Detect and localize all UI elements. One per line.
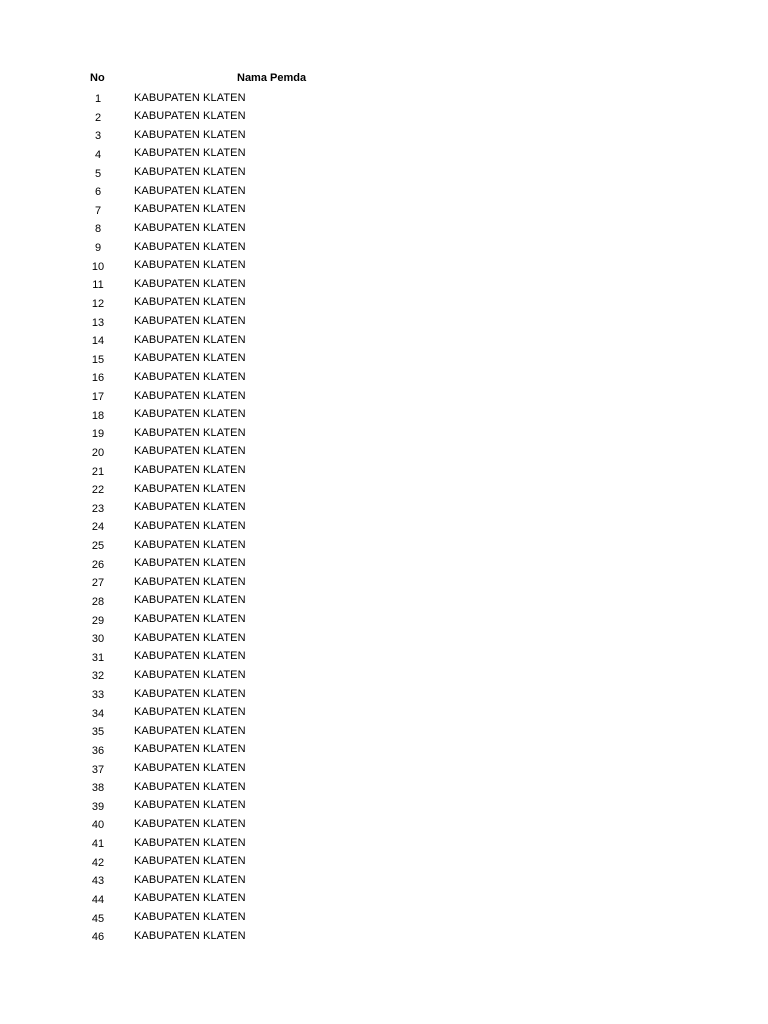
row-number: 34 xyxy=(91,707,105,720)
table-row xyxy=(0,312,768,331)
row-nama-pemda: KABUPATEN KLATEN xyxy=(134,687,246,700)
row-nama-pemda: KABUPATEN KLATEN xyxy=(134,780,246,793)
table-row xyxy=(0,126,768,145)
table-row xyxy=(0,163,768,182)
row-number: 44 xyxy=(91,893,105,906)
table-row xyxy=(0,740,768,759)
row-nama-pemda: KABUPATEN KLATEN xyxy=(134,166,246,178)
row-nama-pemda: KABUPATEN KLATEN xyxy=(134,706,246,719)
row-number: 12 xyxy=(91,297,105,310)
table-row xyxy=(0,722,768,741)
row-nama-pemda: KABUPATEN KLATEN xyxy=(134,836,246,849)
row-nama-pemda: KABUPATEN KLATEN xyxy=(134,482,246,495)
row-nama-pemda: KABUPATEN KLATEN xyxy=(134,873,246,886)
table-row xyxy=(0,144,768,163)
table-row xyxy=(0,349,768,368)
row-number: 30 xyxy=(91,633,105,646)
table-row xyxy=(0,629,768,648)
row-nama-pemda: KABUPATEN KLATEN xyxy=(134,631,246,644)
row-number: 45 xyxy=(91,912,105,925)
row-number: 24 xyxy=(91,521,105,534)
table-row xyxy=(0,293,768,312)
row-nama-pemda: KABUPATEN KLATEN xyxy=(134,333,246,346)
row-nama-pemda: KABUPATEN KLATEN xyxy=(134,389,246,402)
row-number: 20 xyxy=(91,446,105,459)
row-number: 38 xyxy=(91,782,105,795)
table-row xyxy=(0,331,768,350)
table-row xyxy=(0,834,768,853)
row-number: 2 xyxy=(94,111,102,124)
row-nama-pemda: KABUPATEN KLATEN xyxy=(134,557,246,570)
row-nama-pemda: KABUPATEN KLATEN xyxy=(134,277,246,290)
row-number: 39 xyxy=(91,800,105,813)
row-nama-pemda: KABUPATEN KLATEN xyxy=(134,911,246,923)
row-nama-pemda: KABUPATEN KLATEN xyxy=(134,352,246,365)
table-row xyxy=(0,815,768,834)
row-nama-pemda: KABUPATEN KLATEN xyxy=(134,668,246,681)
row-number: 13 xyxy=(91,316,105,329)
row-nama-pemda: KABUPATEN KLATEN xyxy=(134,128,246,141)
row-number: 23 xyxy=(91,502,105,515)
table-row xyxy=(0,256,768,275)
row-nama-pemda: KABUPATEN KLATEN xyxy=(134,296,246,309)
row-nama-pemda: KABUPATEN KLATEN xyxy=(134,203,246,216)
header-no: No xyxy=(90,72,105,84)
row-number: 42 xyxy=(91,856,105,869)
row-number: 5 xyxy=(94,167,102,180)
row-number: 21 xyxy=(91,465,105,478)
row-number: 10 xyxy=(91,260,105,273)
row-number: 29 xyxy=(91,614,105,627)
row-nama-pemda: KABUPATEN KLATEN xyxy=(134,519,246,532)
table-row xyxy=(0,387,768,406)
table-row xyxy=(0,238,768,257)
row-number: 14 xyxy=(91,335,105,348)
row-number: 28 xyxy=(91,595,105,608)
row-nama-pemda: KABUPATEN KLATEN xyxy=(134,221,246,234)
row-nama-pemda: KABUPATEN KLATEN xyxy=(134,315,246,327)
row-nama-pemda: KABUPATEN KLATEN xyxy=(134,929,246,942)
row-number: 46 xyxy=(91,931,105,944)
row-nama-pemda: KABUPATEN KLATEN xyxy=(134,240,246,253)
row-number: 40 xyxy=(91,819,105,832)
table-row xyxy=(0,573,768,592)
table-row xyxy=(0,405,768,424)
table-body xyxy=(0,89,768,946)
row-number: 15 xyxy=(91,353,105,366)
row-number: 8 xyxy=(94,223,102,236)
row-nama-pemda: KABUPATEN KLATEN xyxy=(134,426,246,439)
table-row xyxy=(0,554,768,573)
row-nama-pemda: KABUPATEN KLATEN xyxy=(134,147,246,160)
row-number: 6 xyxy=(94,186,102,199)
table-row xyxy=(0,647,768,666)
row-nama-pemda: KABUPATEN KLATEN xyxy=(134,464,246,476)
table-row xyxy=(0,610,768,629)
row-number: 16 xyxy=(91,372,105,385)
table-row xyxy=(0,703,768,722)
table-row xyxy=(0,200,768,219)
table-row xyxy=(0,498,768,517)
row-nama-pemda: KABUPATEN KLATEN xyxy=(134,855,246,868)
row-nama-pemda: KABUPATEN KLATEN xyxy=(134,91,246,104)
row-nama-pemda: KABUPATEN KLATEN xyxy=(134,817,246,830)
table-row xyxy=(0,778,768,797)
row-nama-pemda: KABUPATEN KLATEN xyxy=(134,370,246,383)
header-nama-pemda: Nama Pemda xyxy=(237,72,307,84)
row-number: 37 xyxy=(91,763,105,776)
row-number: 25 xyxy=(91,540,105,552)
row-number: 33 xyxy=(91,689,105,701)
table-row xyxy=(0,759,768,778)
table-row xyxy=(0,368,768,387)
table-row xyxy=(0,908,768,927)
row-nama-pemda: KABUPATEN KLATEN xyxy=(134,259,246,272)
table-row xyxy=(0,89,768,108)
table-row xyxy=(0,666,768,685)
row-number: 19 xyxy=(91,428,105,441)
table-row xyxy=(0,852,768,871)
row-number: 35 xyxy=(91,726,105,739)
row-number: 17 xyxy=(91,391,105,403)
row-nama-pemda: KABUPATEN KLATEN xyxy=(134,762,246,774)
row-number: 36 xyxy=(91,744,105,757)
row-nama-pemda: KABUPATEN KLATEN xyxy=(134,799,246,812)
row-number: 18 xyxy=(91,409,105,422)
row-nama-pemda: KABUPATEN KLATEN xyxy=(134,538,246,551)
row-nama-pemda: KABUPATEN KLATEN xyxy=(134,575,246,588)
row-number: 3 xyxy=(94,130,102,143)
table-row xyxy=(0,480,768,499)
table-row xyxy=(0,536,768,555)
row-nama-pemda: KABUPATEN KLATEN xyxy=(134,110,246,123)
row-number: 4 xyxy=(94,148,102,161)
row-number: 41 xyxy=(91,838,105,850)
row-nama-pemda: KABUPATEN KLATEN xyxy=(134,724,246,737)
table-row xyxy=(0,927,768,946)
row-nama-pemda: KABUPATEN KLATEN xyxy=(134,445,246,458)
row-nama-pemda: KABUPATEN KLATEN xyxy=(134,613,246,625)
table-row xyxy=(0,685,768,704)
row-nama-pemda: KABUPATEN KLATEN xyxy=(134,892,246,905)
row-nama-pemda: KABUPATEN KLATEN xyxy=(134,184,246,197)
table-row xyxy=(0,442,768,461)
table-row xyxy=(0,219,768,238)
table-row xyxy=(0,889,768,908)
row-number: 1 xyxy=(94,93,102,105)
row-number: 43 xyxy=(91,875,105,888)
row-number: 11 xyxy=(92,279,104,292)
row-number: 26 xyxy=(91,558,105,571)
row-number: 32 xyxy=(91,670,105,683)
row-nama-pemda: KABUPATEN KLATEN xyxy=(134,650,246,663)
row-nama-pemda: KABUPATEN KLATEN xyxy=(134,501,246,514)
row-number: 7 xyxy=(94,204,102,217)
row-nama-pemda: KABUPATEN KLATEN xyxy=(134,408,246,421)
table-row xyxy=(0,275,768,294)
row-number: 22 xyxy=(91,484,105,497)
row-nama-pemda: KABUPATEN KLATEN xyxy=(134,743,246,756)
row-number: 27 xyxy=(91,577,105,590)
row-number: 31 xyxy=(91,651,105,664)
table-row xyxy=(0,461,768,480)
table-row xyxy=(0,424,768,443)
table-row xyxy=(0,107,768,126)
table-row xyxy=(0,871,768,890)
table-row xyxy=(0,796,768,815)
table-header xyxy=(0,69,768,87)
table-row xyxy=(0,182,768,201)
row-nama-pemda: KABUPATEN KLATEN xyxy=(134,594,246,607)
table-row xyxy=(0,591,768,610)
table-row xyxy=(0,517,768,536)
row-number: 9 xyxy=(94,242,102,254)
